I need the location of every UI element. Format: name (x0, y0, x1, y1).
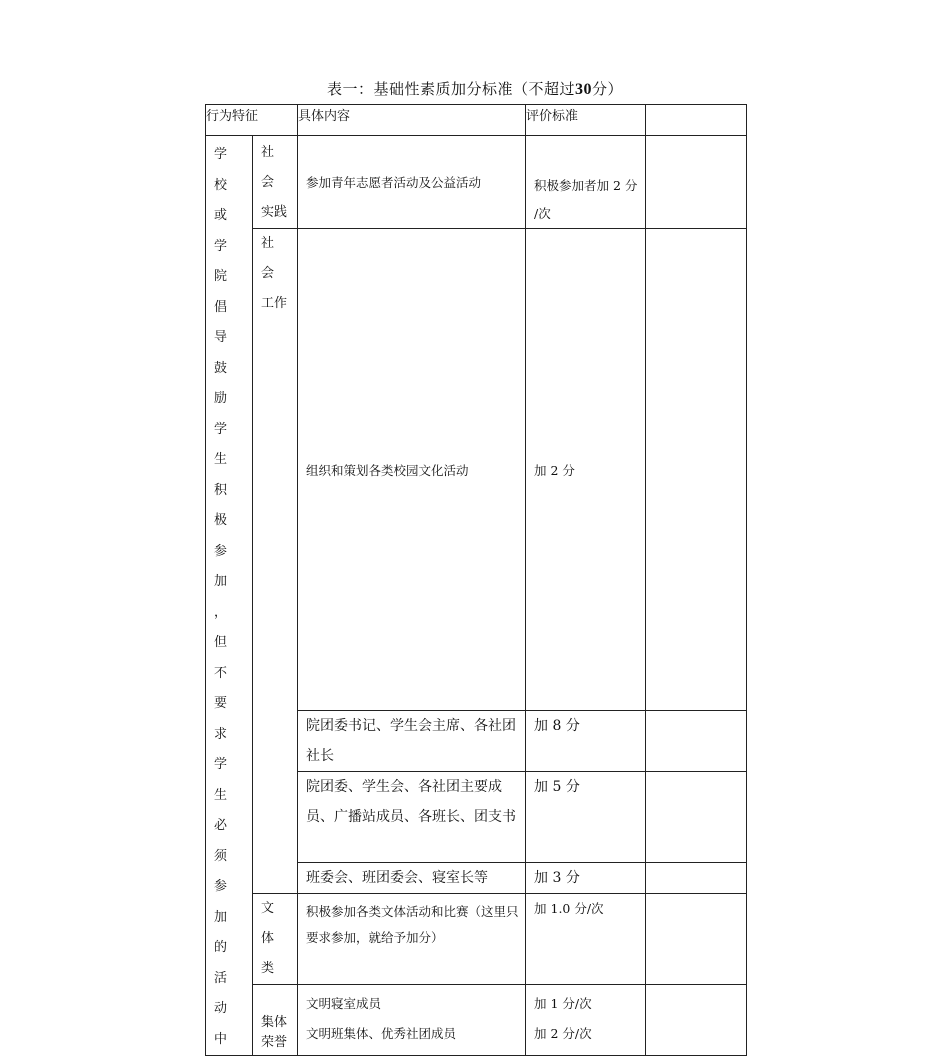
group-line: 实践 (261, 205, 288, 220)
group-line: 工作 (261, 296, 288, 311)
category-line: 的 活 (214, 940, 228, 986)
category-line: 加 ， (214, 574, 228, 620)
table-row (206, 894, 747, 985)
group-line: 类 (261, 961, 275, 976)
eval-committee: 加 3 分 (534, 870, 580, 886)
category-line: 或 学 (214, 208, 228, 254)
extra-cell (646, 136, 747, 229)
eval-volunteer-a: 积极参加者加 2 分 (534, 178, 638, 193)
group-culture-sports (253, 894, 298, 985)
title-suffix: 分） (592, 80, 624, 98)
header-extra (646, 105, 747, 136)
content-organize: 组织和策划各类校园文化活动 (306, 462, 469, 478)
category-line: 必 须 (214, 818, 228, 864)
content-volunteer: 参加青年志愿者活动及公益活动 (306, 175, 482, 190)
evaluation-cell (526, 772, 646, 863)
table-row (206, 229, 747, 711)
content-cell (298, 136, 526, 229)
content-leaders: 院团委书记、学生会主席、各社团社长 (306, 718, 517, 764)
content-cell (298, 985, 526, 1056)
evaluation-cell (526, 711, 646, 772)
group-line: 社 会 (261, 145, 275, 190)
title-number: 30 (575, 81, 592, 98)
category-line: 动 中 (214, 1001, 228, 1047)
eval-class: 加 2 分/次 (534, 1026, 592, 1041)
evaluation-cell (526, 136, 646, 229)
category-cell (206, 136, 253, 1056)
extra-cell (646, 894, 747, 985)
header-row (206, 105, 747, 136)
group-line: 文 体 (261, 901, 275, 946)
header-behavior: 行为特征 (206, 105, 298, 136)
content-cell (298, 711, 526, 772)
content-cell (298, 894, 526, 985)
content-members: 院团委、学生会、各社团主要成员、广播站成员、各班长、团支书 (306, 779, 517, 825)
table-row (206, 136, 747, 229)
group-line: 荣誉 (261, 1035, 288, 1050)
category-line: 院 倡 (214, 269, 228, 315)
extra-cell (646, 863, 747, 894)
content-activities: 积极参加各类文体活动和比赛（这里只要求参加，就给予加分） (306, 904, 519, 945)
group-social-practice (253, 136, 298, 229)
extra-cell (646, 229, 747, 711)
eval-activities: 加 1.0 分/次 (534, 901, 604, 916)
category-line: 要 求 (214, 696, 228, 742)
extra-cell (646, 772, 747, 863)
group-social-work (253, 229, 298, 894)
header-content: 具体内容 (298, 105, 526, 136)
category-line: 导 鼓 (214, 330, 228, 376)
table-title (0, 78, 950, 99)
title-prefix: 表一：基础性素质加分标准（不超过 (326, 80, 575, 98)
category-line: 学 校 (214, 147, 228, 193)
content-cell (298, 863, 526, 894)
eval-volunteer-b: /次 (534, 206, 551, 221)
content-cell (298, 772, 526, 863)
category-line: 但 不 (214, 635, 228, 681)
evaluation-cell (526, 229, 646, 711)
group-line: 社 会 (261, 236, 275, 281)
category-line: 极 参 (214, 513, 228, 559)
category-line: 励 学 (214, 391, 228, 437)
evaluation-cell (526, 985, 646, 1056)
group-collective-honor (253, 985, 298, 1056)
content-cell (298, 229, 526, 711)
category-line: 学 生 (214, 757, 228, 803)
evaluation-cell (526, 894, 646, 985)
extra-cell (646, 985, 747, 1056)
content-dorm: 文明寝室成员 (306, 996, 382, 1011)
scoring-standards-table (205, 104, 747, 1056)
group-line: 集体 (261, 1015, 288, 1030)
eval-organize: 加 2 分 (534, 462, 575, 478)
content-committee: 班委会、班团委会、寝室长等 (306, 870, 489, 886)
eval-members: 加 5 分 (534, 779, 580, 795)
header-evaluation: 评价标准 (526, 105, 646, 136)
eval-dorm: 加 1 分/次 (534, 996, 592, 1011)
content-class: 文明班集体、优秀社团成员 (306, 1026, 457, 1041)
category-line: 生 积 (214, 452, 228, 498)
evaluation-cell (526, 863, 646, 894)
extra-cell (646, 711, 747, 772)
eval-leaders: 加 8 分 (534, 718, 580, 734)
category-line: 参 加 (214, 879, 228, 925)
table-row (206, 985, 747, 1056)
